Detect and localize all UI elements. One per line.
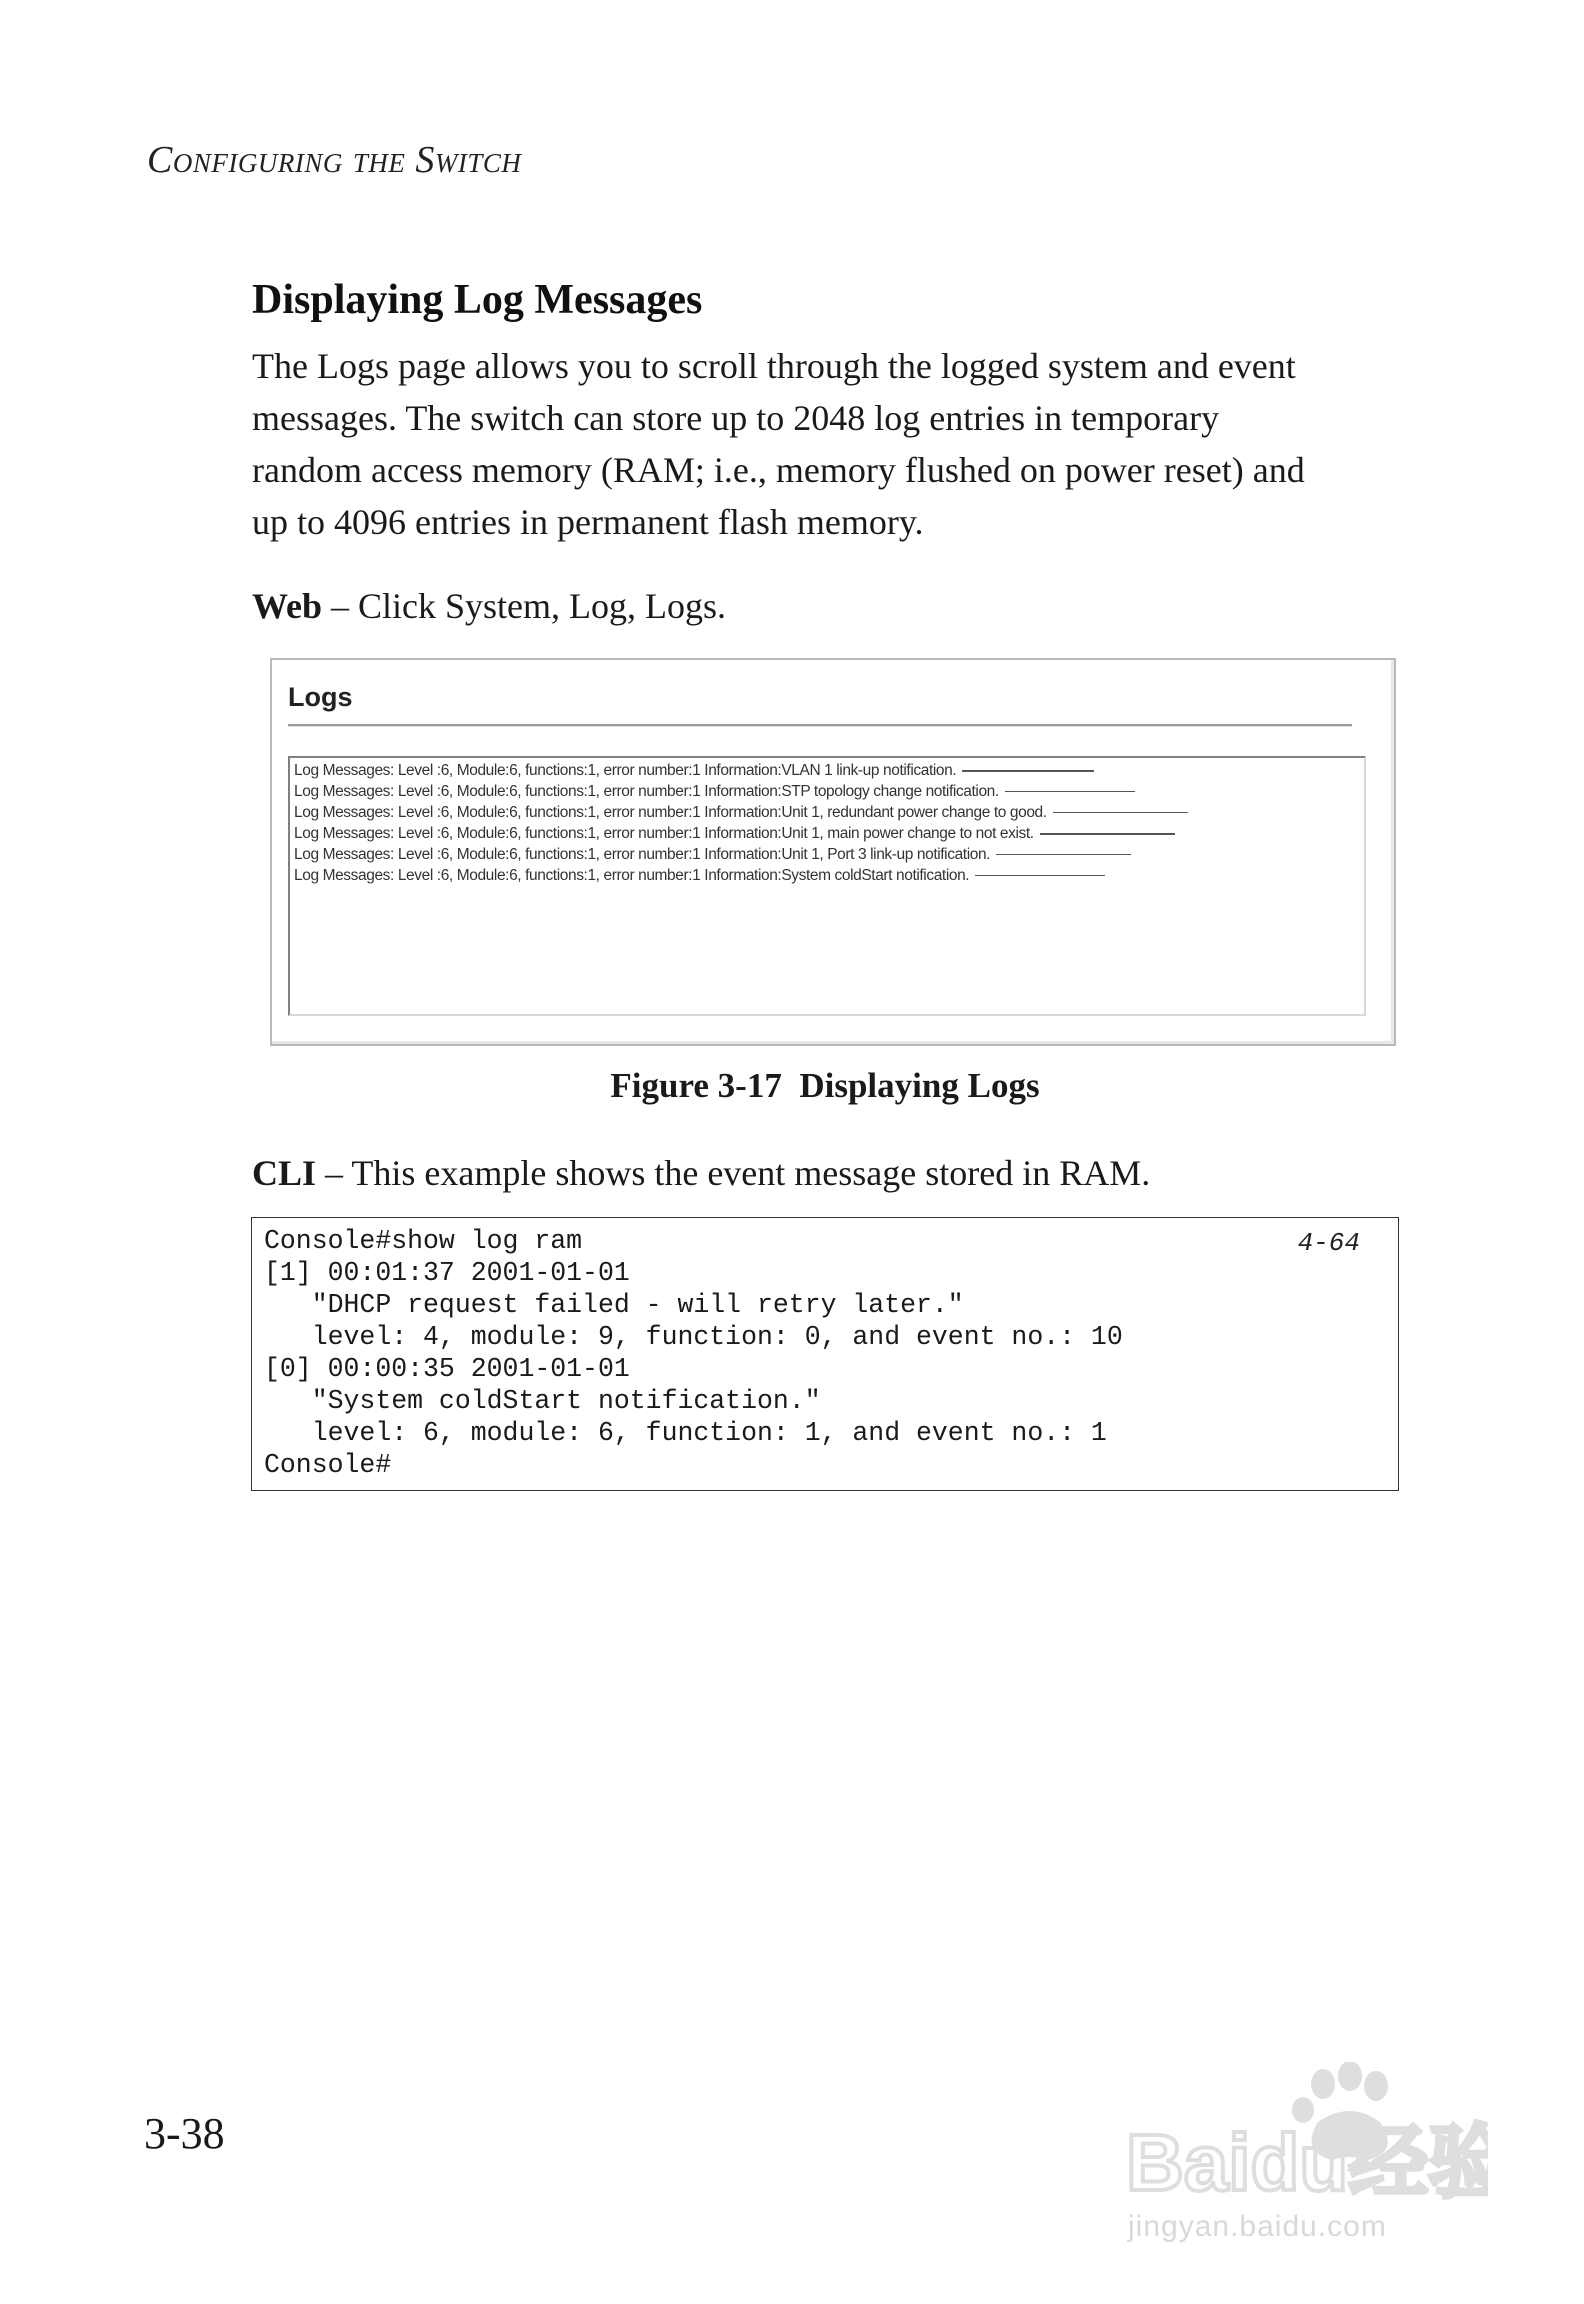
command-reference: 4-64	[1297, 1228, 1360, 1258]
log-messages-listbox[interactable]	[288, 756, 1366, 1016]
paragraph-line: The Logs page allows you to scroll through the logged system and event	[252, 346, 1296, 386]
log-message-row	[294, 783, 1135, 801]
baidu-paw-logo-icon	[1118, 2062, 1488, 2212]
row-marker-line	[996, 854, 1131, 855]
figure-title: Displaying Logs	[799, 1066, 1040, 1105]
log-message-text: Log Messages: Level :6, Module:6, functions:1, error number:1 Information:Unit 1, main power change to not exist.	[294, 825, 1034, 842]
log-message-text: Log Messages: Level :6, Module:6, functions:1, error number:1 Information:Unit 1, redundant power change to good.	[294, 804, 1047, 821]
cli-line: level: 6, module: 6, function: 1, and event no.: 1	[264, 1418, 1107, 1448]
cli-line: [1] 00:01:37 2001-01-01	[264, 1258, 630, 1288]
figure-caption	[0, 1066, 1584, 1106]
log-message-text: Log Messages: Level :6, Module:6, functions:1, error number:1 Information:VLAN 1 link-up notification.	[294, 762, 957, 779]
paragraph-line: messages. The switch can store up to 2048 log entries in temporary	[252, 398, 1220, 438]
logs-screen-title: Logs	[288, 682, 353, 712]
web-instruction	[252, 585, 726, 627]
cli-line: "System coldStart notification."	[264, 1386, 821, 1416]
cli-example-box	[251, 1217, 1399, 1491]
cli-line: Console#	[264, 1450, 392, 1480]
row-marker-line	[975, 875, 1105, 876]
watermark-url: jingyan.baidu.com	[1128, 2210, 1387, 2243]
cli-instruction	[252, 1152, 1150, 1194]
log-message-row	[294, 825, 1175, 843]
log-message-row	[294, 867, 1105, 885]
cli-instruction-text: – This example shows the event message stored in RAM.	[316, 1153, 1151, 1193]
cli-line: level: 4, module: 9, function: 0, and event no.: 10	[264, 1322, 1123, 1352]
web-instruction-text: – Click System, Log, Logs.	[322, 586, 727, 626]
log-message-row	[294, 804, 1188, 822]
paragraph-line: random access memory (RAM; i.e., memory flushed on power reset) and	[252, 450, 1305, 490]
cli-line: "DHCP request failed - will retry later."	[264, 1290, 964, 1320]
baidu-watermark	[1118, 2062, 1488, 2262]
row-marker-line	[962, 770, 1094, 772]
cli-line: [0] 00:00:35 2001-01-01	[264, 1354, 630, 1384]
log-message-row	[294, 762, 1094, 780]
log-message-text: Log Messages: Level :6, Module:6, functions:1, error number:1 Information:Unit 1, Port 3 link-up notification.	[294, 846, 991, 863]
log-message-text: Log Messages: Level :6, Module:6, functions:1, error number:1 Information:System coldStart notification.	[294, 867, 970, 884]
log-message-text: Log Messages: Level :6, Module:6, functions:1, error number:1 Information:STP topology change notification.	[294, 783, 999, 800]
intro-paragraph	[252, 340, 1392, 548]
section-title: Displaying Log Messages	[252, 277, 703, 323]
row-marker-line	[1005, 791, 1135, 792]
title-divider	[288, 724, 1352, 727]
log-message-row	[294, 846, 1131, 864]
row-marker-line	[1053, 812, 1188, 813]
web-label: Web	[252, 586, 323, 626]
row-marker-line	[1040, 833, 1175, 835]
page-number: 3-38	[144, 2109, 225, 2158]
cli-line: Console#show log ram	[264, 1226, 583, 1256]
watermark-logo-text: Baidu经验	[1126, 2118, 1488, 2207]
paragraph-line: up to 4096 entries in permanent flash memory.	[252, 502, 924, 542]
figure-number: Figure 3-17	[610, 1066, 782, 1105]
cli-label: CLI	[252, 1153, 317, 1193]
logs-screenshot-figure	[270, 658, 1396, 1046]
running-head: Configuring the Switch	[147, 139, 522, 181]
